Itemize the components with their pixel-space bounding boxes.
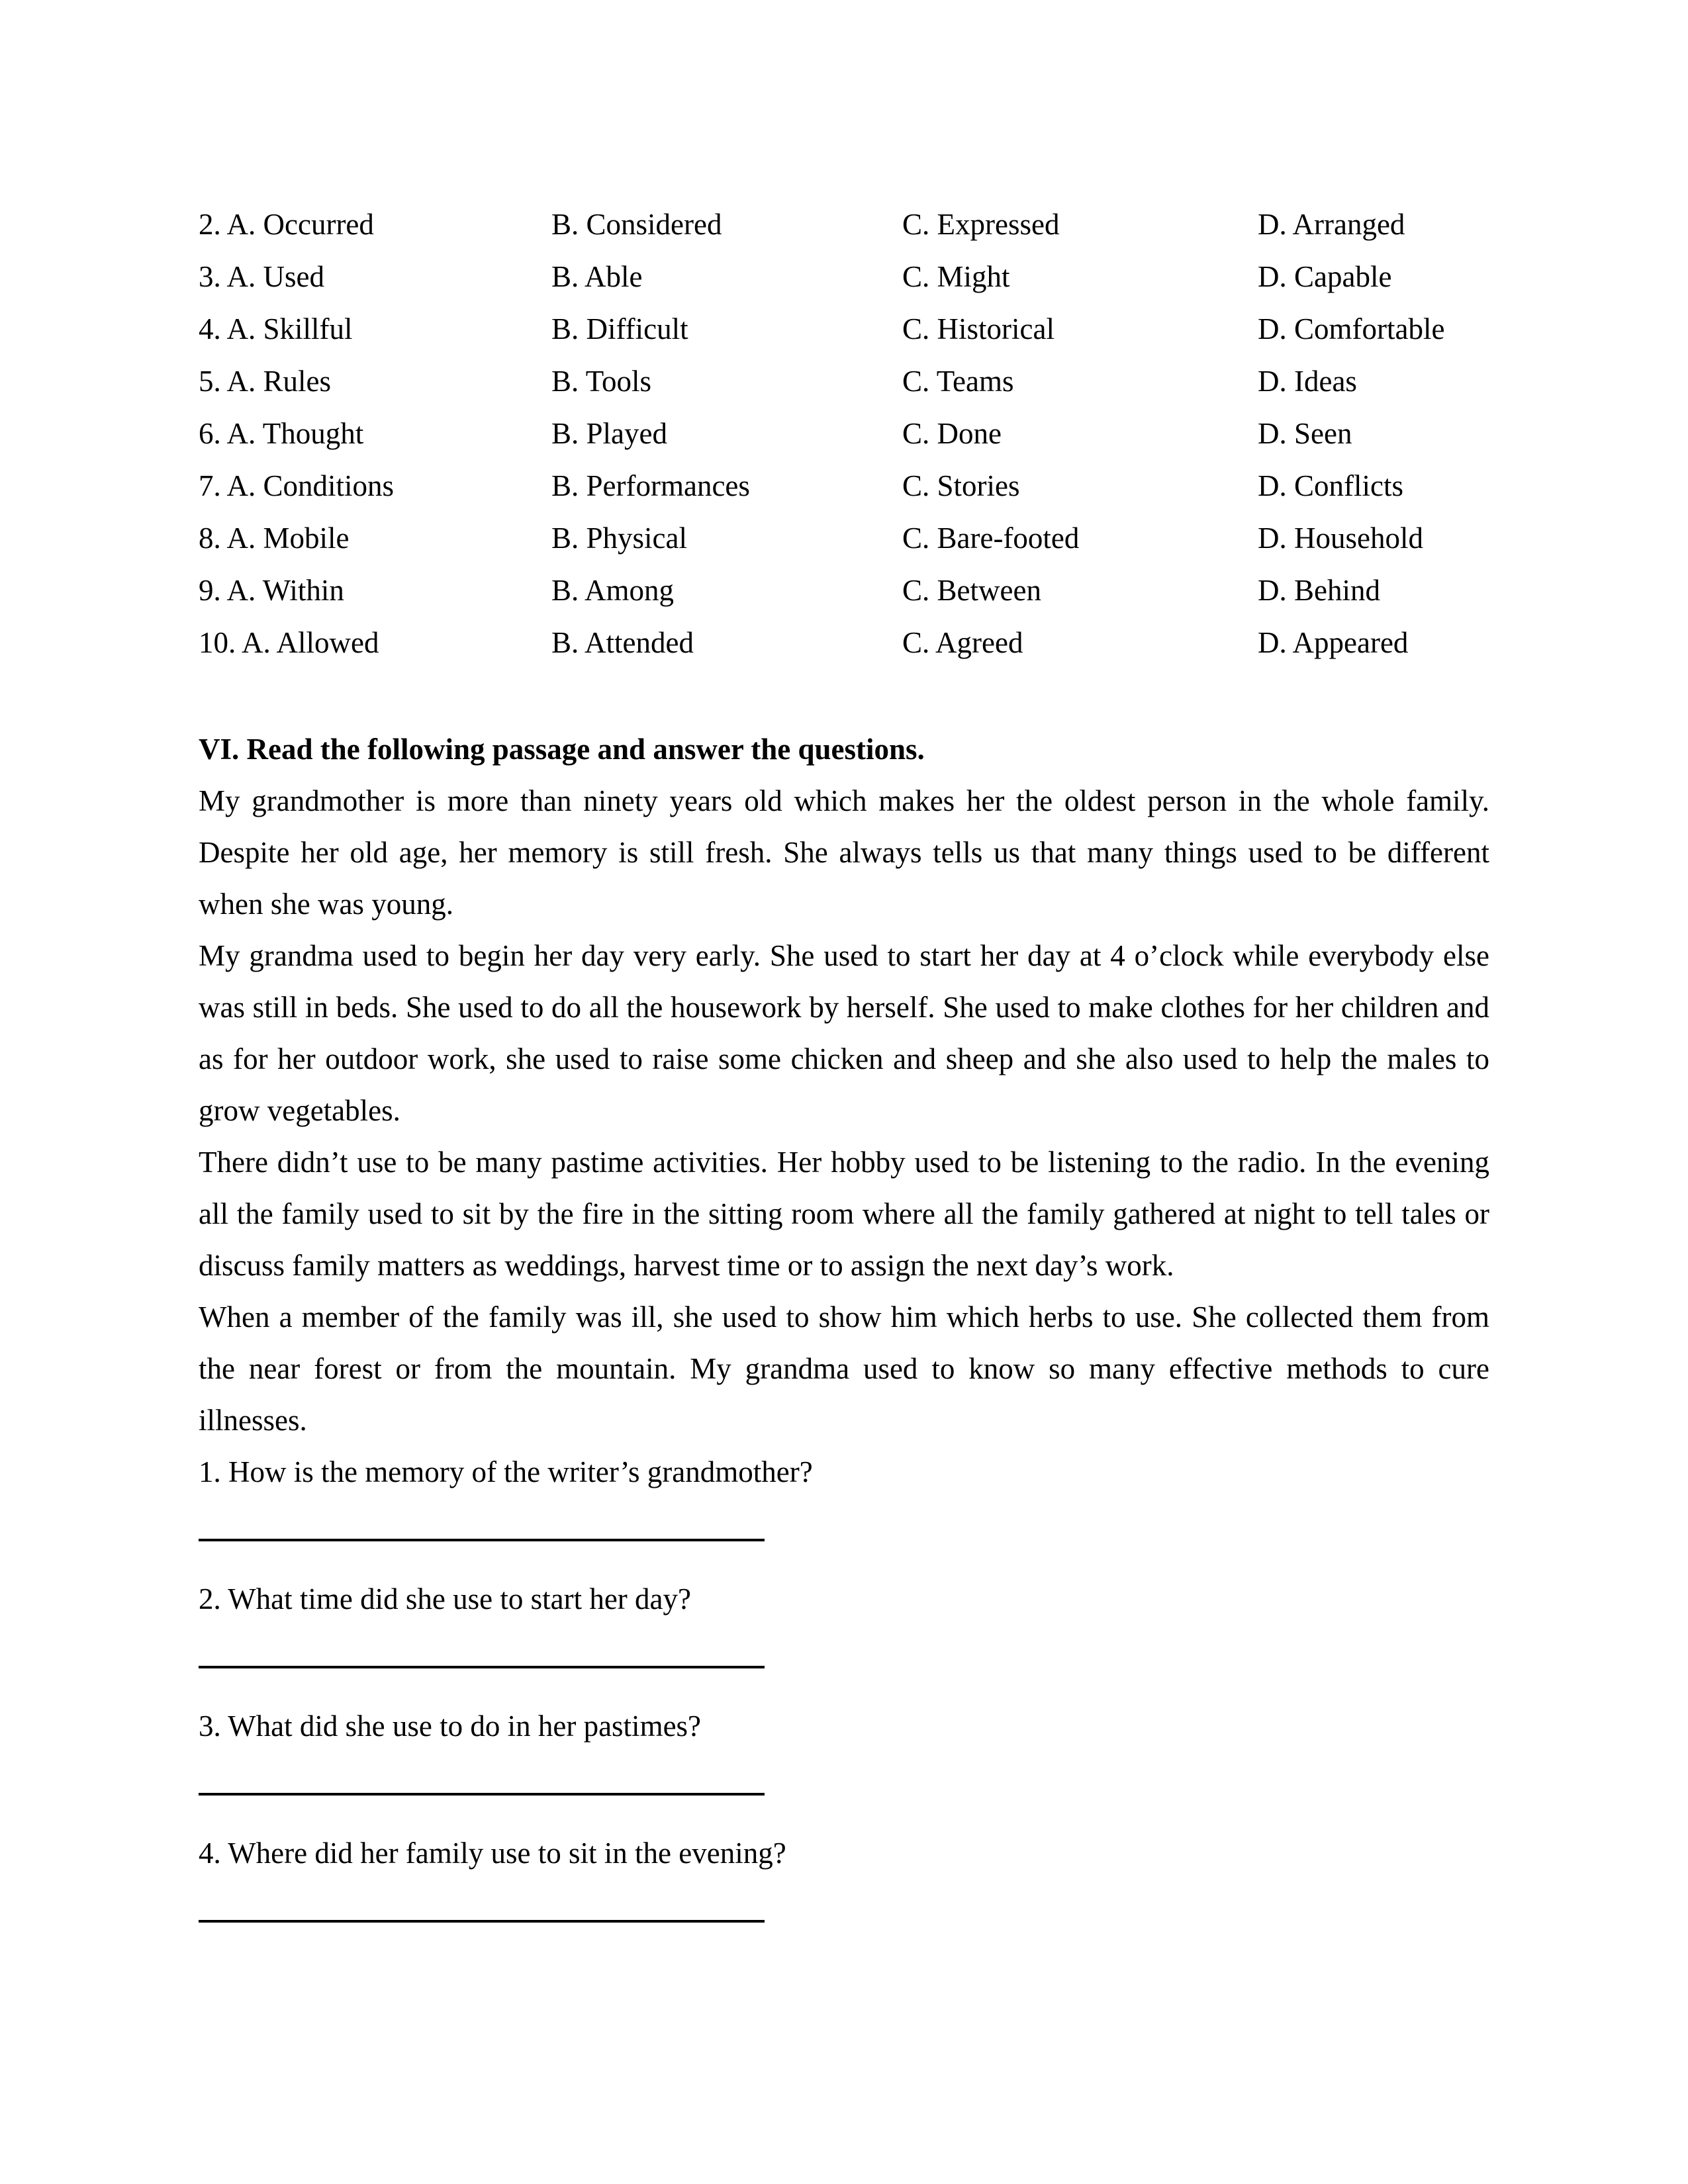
question: 2. What time did she use to start her day? [199, 1582, 691, 1615]
questions [199, 1446, 1489, 1923]
answer-blank-line [199, 1625, 765, 1668]
mc-option: C. Teams [902, 365, 1014, 398]
passage-paragraph: My grandmother is more than ninety years old which makes her the oldest person in the whole family. Despite her old age, her memory is still fresh. She always tells us that many things used to be different when she was young. [199, 784, 1489, 921]
answer-blank-line [199, 1498, 765, 1541]
mc-option: 2. A. Occurred [199, 208, 374, 241]
mc-option: C. Stories [902, 469, 1020, 502]
mc-option: C. Historical [902, 312, 1055, 345]
mc-option: B. Tools [551, 365, 652, 398]
answer-blank-line [199, 1752, 765, 1796]
passage-paragraph: When a member of the family was ill, she used to show him which herbs to use. She collected them from the near forest or from the mountain. My grandma used to know so many effective methods to cure illnesses. [199, 1300, 1489, 1437]
mc-option: 8. A. Mobile [199, 522, 350, 555]
answer-blank-line [199, 1879, 765, 1923]
passage [199, 775, 1489, 1446]
mc-option: 5. A. Rules [199, 365, 332, 398]
passage-paragraph: There didn’t use to be many pastime activities. Her hobby used to be listening to the radio. In the evening all the family used to sit by the fire in the sitting room where all the family gathered at night to tell tales or discuss family matters as weddings, harvest time or to assign the next day’s work. [199, 1146, 1489, 1282]
mc-option: 3. A. Used [199, 260, 324, 293]
mc-option: D. Appeared [1258, 626, 1409, 659]
mc-option: C. Agreed [902, 626, 1023, 659]
mc-option: B. Difficult [551, 312, 688, 345]
mc-option: B. Performances [551, 469, 750, 502]
passage-paragraph: My grandma used to begin her day very early. She used to start her day at 4 o’clock while everybody else was still in beds. She used to do all the housework by herself. She used to make clothes for her children and as for her outdoor work, she used to raise some chicken and sheep and she also used to help the males to grow vegetables. [199, 939, 1489, 1127]
mc-option: D. Arranged [1258, 208, 1405, 241]
mc-option: B. Attended [551, 626, 694, 659]
section-heading: VI. Read the following passage and answer the questions. [199, 733, 925, 766]
mc-option: D. Ideas [1258, 365, 1357, 398]
mc-option: D. Comfortable [1258, 312, 1445, 345]
mc-option: C. Between [902, 574, 1041, 607]
mc-option: B. Able [551, 260, 643, 293]
question: 1. How is the memory of the writer’s grandmother? [199, 1455, 813, 1488]
mc-option: 4. A. Skillful [199, 312, 353, 345]
mc-option: D. Seen [1258, 417, 1352, 450]
mc-option: 6. A. Thought [199, 417, 364, 450]
mc-option: C. Done [902, 417, 1002, 450]
mc-option: D. Conflicts [1258, 469, 1403, 502]
mc-option: B. Played [551, 417, 667, 450]
mc-option: 10. A. Allowed [199, 626, 379, 659]
mc-option: B. Physical [551, 522, 688, 555]
question: 4. Where did her family use to sit in the evening? [199, 1837, 786, 1870]
mc-option: B. Considered [551, 208, 722, 241]
mc-option: B. Among [551, 574, 675, 607]
mc-option: C. Bare-footed [902, 522, 1080, 555]
mc-option: 7. A. Conditions [199, 469, 395, 502]
mc-option: 9. A. Within [199, 574, 344, 607]
mc-option: C. Expressed [902, 208, 1060, 241]
mc-option: D. Capable [1258, 260, 1392, 293]
question: 3. What did she use to do in her pastimes? [199, 1709, 702, 1743]
mc-option: C. Might [902, 260, 1010, 293]
mc-option: D. Behind [1258, 574, 1380, 607]
multiple-choice-grid [199, 199, 1489, 669]
mc-option: D. Household [1258, 522, 1423, 555]
